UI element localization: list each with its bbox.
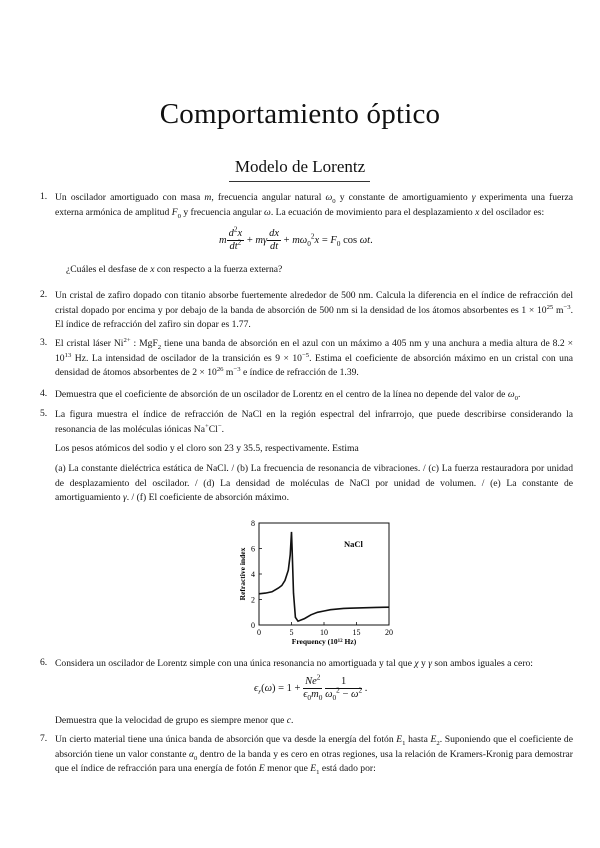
item-7-text: Un cierto material tiene una única banda de absorción que va desde la energía del fotón $E_1$ hasta $E_2$. Suponiendo que el coeficiente de absorción tiene un valor constante $\alpha_0$ dentro de la banda y es cero en otras regiones, usa la relación de Kramers-Kronig para demostrar que el índice de refracción para una energía de fotón E menor que $E_1$ está dado por: xyxy=(55,734,573,777)
item-3-number: 3. xyxy=(40,337,48,348)
item-2-number: 2. xyxy=(40,289,48,300)
chart-title: NaCl xyxy=(344,539,363,549)
item-5-paragraph-3: (a) La constante dieléctrica estática de NaCl. / (b) La frecuencia de resonancia de vibraciones. / (c) La fuerza restauradora por unidad de desplazamiento del oscilador. / (d) La densidad de moléculas de NaCl por unidad de volumen. / (e) La constante de amortiguamiento γ. / (f) El coeficiente de absorción máximo. xyxy=(55,463,573,504)
x-tick-label: 10 xyxy=(320,628,328,637)
y-tick-label: 4 xyxy=(251,570,255,579)
item-5-paragraph-2: Los pesos atómicos del sodio y el cloro son 23 y 35.5, respectivamente. Estima xyxy=(55,443,359,454)
item-4-number: 4. xyxy=(40,388,48,399)
section-rule xyxy=(229,181,370,182)
y-tick-label: 0 xyxy=(251,621,255,630)
y-tick-label: 6 xyxy=(251,544,255,554)
x-tick-label: 20 xyxy=(385,628,393,637)
page-title: Comportamiento óptico xyxy=(159,98,441,130)
y-tick-label: 8 xyxy=(251,519,255,528)
item-7-number: 7. xyxy=(40,733,48,744)
x-tick-label: 0 xyxy=(257,628,261,637)
item-1-equation: m $\frac{d^2x}{dt^2}$ + mγ $\frac{dx}{dt}$ + $m\omega_0^2x = F_0$ cos ωt. xyxy=(219,224,373,252)
nacl-refractive-index-chart xyxy=(232,518,402,646)
x-tick-label: 15 xyxy=(352,628,361,637)
chart-y-axis-label: Refractive index xyxy=(238,547,247,601)
y-tick-label: 2 xyxy=(251,595,255,605)
item-6-number: 6. xyxy=(40,657,48,668)
item-2-text: Un cristal de zafiro dopado con titanio absorbe fuertemente alrededor de 500 nm. Calcula la diferencia en el índice de refracción del cristal dopado por encima y por debajo de la banda de absorción de 500 nm si la densidad de los átomos absorbentes es $1 \times 10^{25}$ $m^{-3}$. El índice de refracción del zafiro sin dopar es 1.77. xyxy=(55,290,573,331)
item-6-after: Demuestra que la velocidad de grupo es siempre menor que c. xyxy=(55,715,294,726)
chart-series-line xyxy=(259,532,389,621)
item-6-equation: $\epsilon_r(\omega) = 1$ + $\frac{Ne^2}{\epsilon_0m_0}$ $\frac{1}{\omega_0^2 - \omega^2}$ . xyxy=(254,672,368,703)
chart-frame xyxy=(259,523,389,625)
item-1-text: Un oscilador amortiguado con masa m, frecuencia angular natural $\omega_0$ y constante de amortiguamiento γ experimenta una fuerza externa armónica de amplitud $F_0$ y frecuencia angular ω. La ecuación de movimiento para el desplazamiento x del oscilador es: xyxy=(55,192,574,220)
x-tick-label: 5 xyxy=(289,628,294,637)
item-3-text: El cristal láser $Ni^{2+}$ : MgF$_2$ tiene una banda de absorción en el azul con un máximo a 405 nm y una anchura a media altura de $8.2 \times 10^{13}$ Hz. La intensidad de oscilador de la transición es $9 \times 10^{-5}$. Estima el coeficiente de absorción máximo en un cristal con una densidad de átomos absorbentes de $2 \times 10^{26}$ $m^{-3}$ e índice de refracción de 1.39. xyxy=(55,336,573,379)
item-5-number: 5. xyxy=(40,408,48,419)
item-1-number: 1. xyxy=(40,191,48,202)
item-5-text: La figura muestra el índice de refracción de NaCl en la región espectral del infrarrojo, que puede describirse considerando la resonancia de las moléculas iónicas Na+Cl−. xyxy=(55,409,573,435)
item-1-question: ¿Cuáles el desfase de x con respecto a la fuerza externa? xyxy=(66,264,283,275)
chart-x-axis-label: Frequency ($10^{12}$ Hz) xyxy=(291,637,357,646)
item-4-text: Demuestra que el coeficiente de absorción de un oscilador de Lorentz en el centro de la línea no depende del valor de $\omega_0$. xyxy=(55,389,521,402)
section-heading: Modelo de Lorentz xyxy=(234,157,366,176)
item-6-text: Considera un oscilador de Lorentz simple con una única resonancia no amortiguada y tal que χ y γ son ambos iguales a cero: xyxy=(55,658,533,669)
